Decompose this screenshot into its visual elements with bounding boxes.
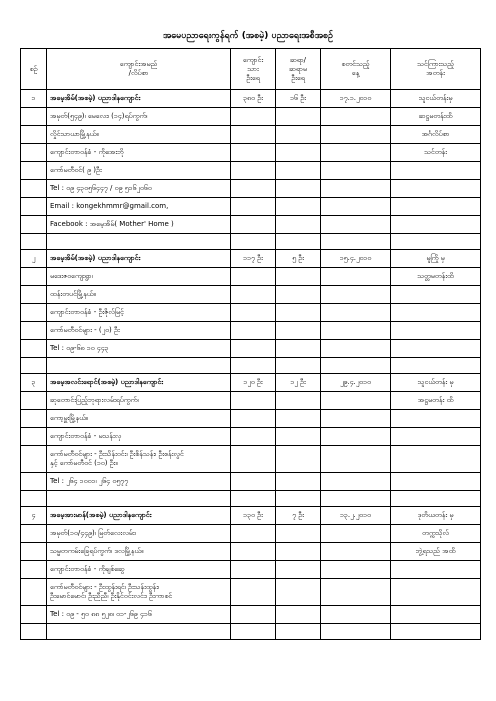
detail-empty — [231, 268, 276, 286]
detail-text: Facebook : အမေ့အိမ်( Mother' Home ) — [47, 216, 231, 234]
detail-grade — [391, 340, 481, 358]
detail-empty — [231, 340, 276, 358]
detail-empty — [231, 410, 276, 428]
spacer-row — [21, 358, 481, 374]
spacer-cell — [47, 624, 231, 640]
detail-empty — [231, 198, 276, 216]
detail-grade — [391, 216, 481, 234]
detail-empty — [276, 525, 321, 543]
detail-row — [21, 304, 481, 322]
detail-empty — [231, 180, 276, 198]
detail-text: Tel : ၂၆၄ ၁၀၀၁၊ ၂၆၄ ၀၅၇၇ — [47, 473, 231, 491]
detail-empty — [231, 162, 276, 180]
detail-text: လှိုင်သာယာမြို့နယ်။ — [47, 126, 231, 144]
spacer-row — [21, 234, 481, 250]
detail-empty — [21, 198, 47, 216]
detail-row — [21, 126, 481, 144]
student-count: ၁၂၀ ဦး — [231, 374, 276, 392]
detail-text: ကျောင်းတာဝန်ခံ - ဦးဇိုလ်မြင့် — [47, 304, 231, 322]
detail-empty — [231, 286, 276, 304]
spacer-row — [21, 624, 481, 640]
grade-range: သူငယ်တန်းမှ — [391, 90, 481, 108]
detail-empty — [231, 446, 276, 473]
detail-text: ကော်မတီဝင်များ - ဦးထွန်းရင်၊ ဦးသန်းထွန်း၊ ဦးမောင်မောင်၊ ဦးညီညီ၊ ဦးနိုင်ဝင်းလင်း၊ ဦးကာစင် — [47, 579, 231, 606]
detail-empty — [321, 473, 391, 491]
detail-grade: သင်တန်း — [391, 144, 481, 162]
detail-text: ကျောင်းတာဝန်ခံ - ကိုချစ်ဆွေ — [47, 561, 231, 579]
detail-empty — [21, 162, 47, 180]
detail-empty — [231, 216, 276, 234]
detail-text: ထန်းတပင်မြို့နယ်။ — [47, 286, 231, 304]
detail-empty — [276, 304, 321, 322]
detail-empty — [21, 322, 47, 340]
detail-empty — [276, 216, 321, 234]
detail-grade: တက္ကသိုလ် — [391, 525, 481, 543]
detail-grade: ဘွဲ့ရသည် အထိ — [391, 543, 481, 561]
detail-empty — [321, 561, 391, 579]
detail-empty — [321, 180, 391, 198]
detail-empty — [231, 304, 276, 322]
detail-text: ကော်မတီဝင်များ - (၂၀) ဦး — [47, 322, 231, 340]
detail-empty — [321, 144, 391, 162]
detail-row — [21, 180, 481, 198]
detail-empty — [276, 340, 321, 358]
start-date: ၁၅.၄.၂၀၁၀ — [321, 250, 391, 268]
page-title: အမေပညာရေးကွန်ရက် (အစမဲ့) ပညာရေးအစီအစဉ် — [162, 31, 334, 41]
detail-text: အမှတ်(၅၄၉)၊ မေလေး၊ (၁၄)ရပ်ကွက်၊ — [47, 108, 231, 126]
detail-grade — [391, 304, 481, 322]
school-number: ၂ — [21, 250, 47, 268]
detail-empty — [21, 473, 47, 491]
spacer-cell — [231, 624, 276, 640]
detail-grade — [391, 561, 481, 579]
table-body — [21, 90, 481, 640]
detail-empty — [321, 428, 391, 446]
teacher-count: ၁၂ ဦး — [276, 374, 321, 392]
detail-empty — [321, 525, 391, 543]
detail-empty — [321, 108, 391, 126]
detail-row — [21, 473, 481, 491]
detail-empty — [321, 304, 391, 322]
spacer-cell — [47, 358, 231, 374]
detail-empty — [231, 392, 276, 410]
detail-row — [21, 428, 481, 446]
spacer-cell — [276, 491, 321, 507]
header-school: ကျောင်းအမည် /လိပ်စာ — [47, 49, 231, 90]
detail-empty — [321, 162, 391, 180]
detail-empty — [231, 144, 276, 162]
detail-grade — [391, 579, 481, 606]
detail-empty — [321, 126, 391, 144]
detail-empty — [321, 216, 391, 234]
header-teachers: ဆရာ/ ဆရာမ ဦးရေ — [276, 49, 321, 90]
start-date: ၁၃.၂.၂၀၁၀ — [321, 507, 391, 525]
detail-empty — [276, 543, 321, 561]
detail-row — [21, 162, 481, 180]
detail-grade — [391, 162, 481, 180]
detail-empty — [276, 126, 321, 144]
detail-row — [21, 340, 481, 358]
detail-grade — [391, 198, 481, 216]
detail-text: မဒေးဇဝကျေးရွာ၊ — [47, 268, 231, 286]
header-no: စဉ် — [21, 49, 47, 90]
spacer-cell — [21, 358, 47, 374]
detail-row — [21, 268, 481, 286]
start-date: ၂၉.၄.၂၀၁၀ — [321, 374, 391, 392]
spacer-cell — [391, 624, 481, 640]
detail-empty — [321, 340, 391, 358]
detail-empty — [21, 446, 47, 473]
detail-text: အမှတ်(၁၀/၄၄၉)၊ မြတ်လေးလမ်း၊ — [47, 525, 231, 543]
detail-empty — [21, 304, 47, 322]
spacer-cell — [231, 358, 276, 374]
detail-grade — [391, 473, 481, 491]
detail-empty — [321, 446, 391, 473]
school-number: ၄ — [21, 507, 47, 525]
student-count: ၁၁၇ ဦး — [231, 250, 276, 268]
detail-text: ဆုတောင်းပြည့်ဘုရားလမ်းရပ်ကွက်၊ — [47, 392, 231, 410]
detail-empty — [231, 579, 276, 606]
detail-empty — [231, 322, 276, 340]
detail-empty — [321, 198, 391, 216]
detail-empty — [321, 268, 391, 286]
start-date: ၁၇.၁.၂၀၁၀ — [321, 90, 391, 108]
detail-text: Tel : ၀၉ ၄၃၀၅၆၄၄၇ / ၀၉ ၅၁၆၂၀၆၀ — [47, 180, 231, 198]
detail-empty — [21, 543, 47, 561]
spacer-cell — [276, 358, 321, 374]
spacer-cell — [391, 358, 481, 374]
detail-empty — [276, 473, 321, 491]
spacer-cell — [231, 234, 276, 250]
detail-empty — [321, 392, 391, 410]
detail-text: ကျောင်းတာဝန်ခံ - မသန်းလှ — [47, 428, 231, 446]
detail-text: ကော်မတီဝင်များ - ဦးသိန်းဝင်း၊ ဦးစိန်သန်း၊ ဦးစန်းလွင် နှင့် ကော်မတီဝင် (၁၀) ဦး။ — [47, 446, 231, 473]
detail-empty — [21, 340, 47, 358]
detail-row — [21, 144, 481, 162]
detail-grade — [391, 446, 481, 473]
detail-empty — [21, 428, 47, 446]
spacer-row — [21, 491, 481, 507]
detail-empty — [21, 392, 47, 410]
header-start-date: စတင်သည့် နေ့ — [321, 49, 391, 90]
spacer-cell — [391, 234, 481, 250]
detail-row — [21, 543, 481, 561]
header-students: ကျောင်း သား ဦးရေ — [231, 49, 276, 90]
detail-empty — [21, 561, 47, 579]
school-name: အမေ့အိမ်(အစမဲ့) ပညာဒါနကျောင်း — [47, 250, 231, 268]
spacer-cell — [21, 491, 47, 507]
detail-empty — [276, 162, 321, 180]
detail-empty — [21, 144, 47, 162]
school-row — [21, 90, 481, 108]
detail-empty — [231, 473, 276, 491]
detail-row — [21, 322, 481, 340]
detail-text: ကျောင်းတာဝန်ခံ - ကိုအေးဘို — [47, 144, 231, 162]
detail-grade: အင်္ဂလိပ်စာ — [391, 126, 481, 144]
detail-grade: သတ္တမတန်းထိ — [391, 268, 481, 286]
detail-empty — [21, 410, 47, 428]
detail-empty — [276, 180, 321, 198]
detail-empty — [276, 606, 321, 624]
detail-empty — [231, 525, 276, 543]
header-row — [21, 49, 481, 90]
detail-empty — [21, 286, 47, 304]
spacer-cell — [47, 234, 231, 250]
school-name: အမေ့အားမာန်(အစမဲ့) ပညာဒါနကျောင်း — [47, 507, 231, 525]
spacer-cell — [391, 491, 481, 507]
detail-empty — [276, 446, 321, 473]
school-table — [20, 48, 481, 640]
detail-row — [21, 108, 481, 126]
detail-text: Tel : ၀၉-၆၈ ၁၀ ၄၄၃ — [47, 340, 231, 358]
detail-empty — [21, 216, 47, 234]
detail-empty — [276, 322, 321, 340]
detail-empty — [321, 322, 391, 340]
spacer-cell — [321, 234, 391, 250]
spacer-cell — [321, 358, 391, 374]
detail-grade — [391, 322, 481, 340]
detail-empty — [231, 428, 276, 446]
school-name: အမေ့အလင်းရောင်(အစမဲ့) ပညာဒါနကျောင်း — [47, 374, 231, 392]
spacer-cell — [231, 491, 276, 507]
detail-row — [21, 286, 481, 304]
detail-empty — [321, 579, 391, 606]
detail-empty — [231, 561, 276, 579]
detail-empty — [321, 606, 391, 624]
detail-empty — [21, 525, 47, 543]
spacer-cell — [21, 624, 47, 640]
detail-empty — [21, 126, 47, 144]
grade-range: မူကြို မှ — [391, 250, 481, 268]
school-row — [21, 507, 481, 525]
header-grade-range: သင်ကြားသည့် အတန်း — [391, 49, 481, 90]
detail-text: ကော်မတီဝင်( ၉ )ဦး — [47, 162, 231, 180]
detail-row — [21, 446, 481, 473]
detail-empty — [321, 543, 391, 561]
school-row — [21, 374, 481, 392]
detail-empty — [276, 268, 321, 286]
detail-empty — [231, 543, 276, 561]
detail-grade — [391, 606, 481, 624]
detail-empty — [276, 286, 321, 304]
detail-row — [21, 410, 481, 428]
detail-empty — [21, 180, 47, 198]
grade-range: သူငယ်တန်း မှ — [391, 374, 481, 392]
spacer-cell — [47, 491, 231, 507]
detail-empty — [321, 410, 391, 428]
spacer-cell — [321, 624, 391, 640]
teacher-count: ၁၆ ဦး — [276, 90, 321, 108]
detail-empty — [276, 410, 321, 428]
spacer-cell — [276, 234, 321, 250]
spacer-cell — [321, 491, 391, 507]
detail-grade — [391, 428, 481, 446]
detail-empty — [276, 108, 321, 126]
detail-grade: ဆဋ္ဌမတန်းထိ — [391, 108, 481, 126]
spacer-cell — [276, 624, 321, 640]
detail-empty — [276, 561, 321, 579]
student-count: ၁၃၀ ဦး — [231, 507, 276, 525]
detail-text: Tel : ၀၉ - ၅၀ ၈၈ ၅၂၈၊ ၀၁-၂၆၉ ၄၁၆ — [47, 606, 231, 624]
detail-row — [21, 606, 481, 624]
detail-grade — [391, 410, 481, 428]
detail-empty — [231, 126, 276, 144]
detail-row — [21, 561, 481, 579]
school-row — [21, 250, 481, 268]
school-number: ၁ — [21, 90, 47, 108]
detail-empty — [276, 198, 321, 216]
detail-text: Email : kongekhmmr@gmail.com, — [47, 198, 231, 216]
detail-text: သမ္မတကမ်းခြေရပ်ကွက်၊ ဒလမြို့နယ်။ — [47, 543, 231, 561]
detail-empty — [231, 108, 276, 126]
detail-empty — [21, 108, 47, 126]
detail-grade: အဋ္ဌမတန်း ထိ — [391, 392, 481, 410]
detail-row — [21, 216, 481, 234]
detail-row — [21, 579, 481, 606]
detail-empty — [276, 144, 321, 162]
detail-empty — [21, 268, 47, 286]
school-name: အမေ့အိမ်(အစမဲ့) ပညာဒါနကျောင်း — [47, 90, 231, 108]
detail-grade — [391, 180, 481, 198]
detail-row — [21, 525, 481, 543]
teacher-count: ၅ ဦး — [276, 250, 321, 268]
detail-empty — [21, 579, 47, 606]
teacher-count: ၇ ဦး — [276, 507, 321, 525]
detail-empty — [276, 428, 321, 446]
detail-row — [21, 198, 481, 216]
school-number: ၃ — [21, 374, 47, 392]
detail-text: ကော့မှူးမြို့နယ်။ — [47, 410, 231, 428]
detail-empty — [321, 286, 391, 304]
detail-empty — [231, 606, 276, 624]
detail-empty — [21, 606, 47, 624]
student-count: ၃၈၀ ဦး — [231, 90, 276, 108]
grade-range: ဒုတိယတန်း မှ — [391, 507, 481, 525]
detail-grade — [391, 286, 481, 304]
detail-empty — [276, 579, 321, 606]
detail-row — [21, 392, 481, 410]
spacer-cell — [21, 234, 47, 250]
detail-empty — [276, 392, 321, 410]
